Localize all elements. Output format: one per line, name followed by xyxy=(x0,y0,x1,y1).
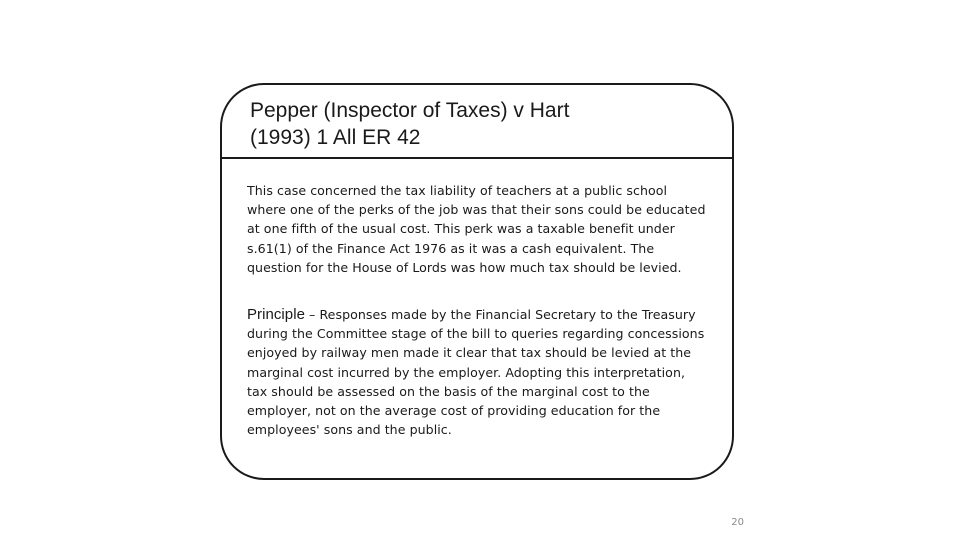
case-summary-paragraph: This case concerned the tax liability of teachers at a public school where one of the perks of the job was that their sons could be educated at one fifth of the usual cost. This perk was a taxable benefit under s.61(1) of the Finance Act 1976 as it was a cash equivalent. The question for the House of Lords was how much tax should be levied. xyxy=(247,183,706,275)
case-title xyxy=(250,97,720,151)
title-divider xyxy=(222,157,732,159)
principle-text: – Responses made by the Financial Secretary to the Treasury during the Committee stage of the bill to queries regarding concessions enjoyed by railway men made it clear that tax should be levied at the marginal cost incurred by the employer. Adopting this interpretation, tax should be assessed on the basis of the marginal cost to the employer, not on the average cost of providing education for the employees' sons and the public. xyxy=(247,307,705,438)
case-card xyxy=(220,83,734,480)
principle-paragraph xyxy=(247,305,707,439)
case-title-line-1: Pepper (Inspector of Taxes) v Hart xyxy=(250,99,570,122)
case-title-line-2: (1993) 1 All ER 42 xyxy=(250,126,421,149)
principle-label: Principle xyxy=(247,306,305,323)
page-number: 20 xyxy=(731,517,744,528)
